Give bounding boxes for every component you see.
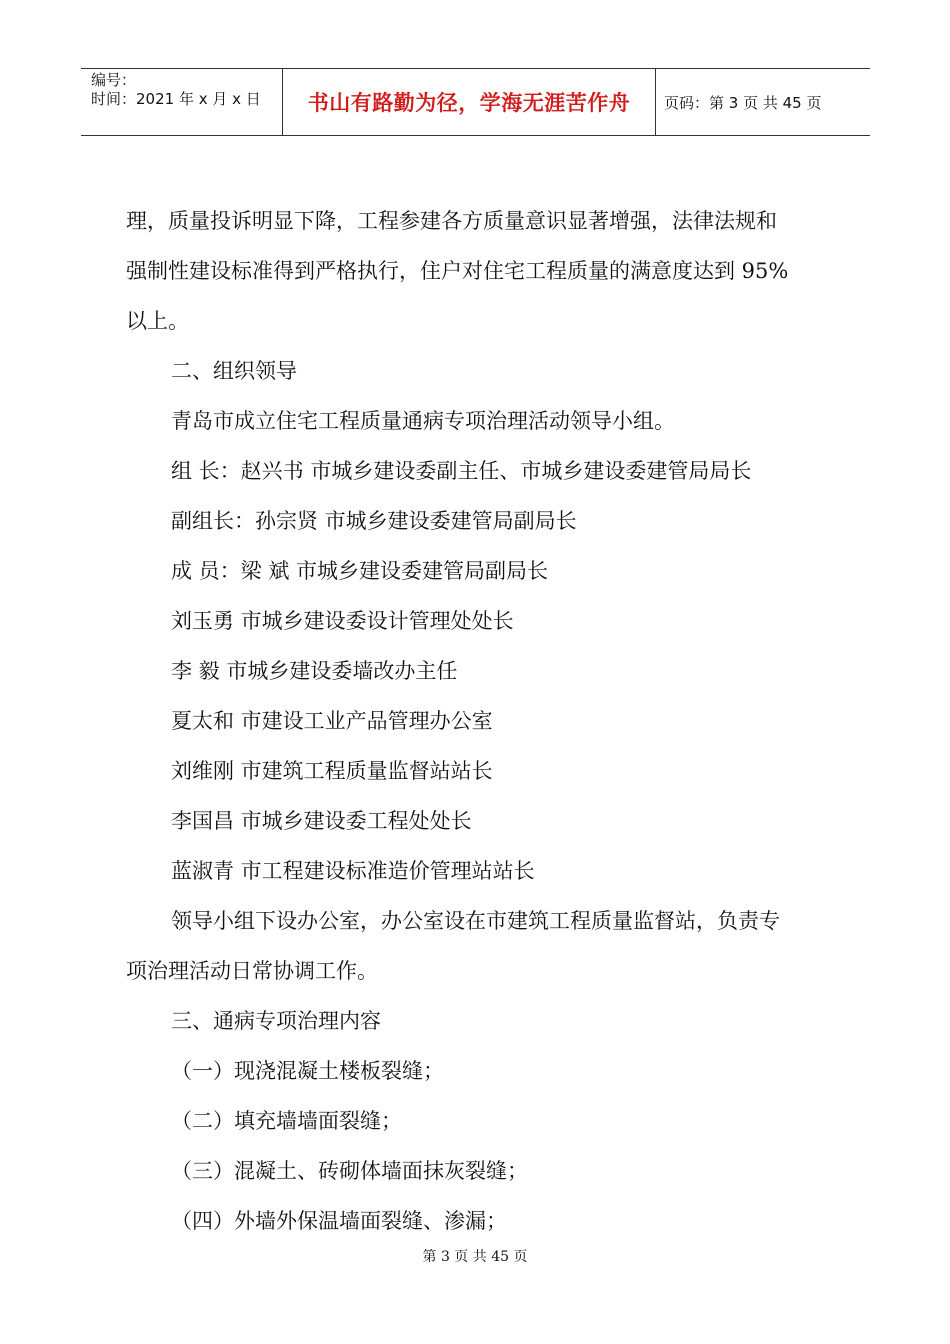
body-paragraph: 三、通病专项治理内容 bbox=[171, 1009, 381, 1033]
body-paragraph: 成 员：梁 斌 市城乡建设委建管局副局长 bbox=[171, 559, 549, 583]
page-footer: 第 3 页 共 45 页 bbox=[422, 1249, 528, 1265]
body-paragraph: 刘维刚 市建筑工程质量监督站站长 bbox=[171, 759, 493, 783]
body-paragraph: 蓝淑青 市工程建设标准造价管理站站长 bbox=[171, 859, 535, 883]
body-paragraph: 李国昌 市城乡建设委工程处处长 bbox=[171, 809, 472, 833]
header-meta bbox=[81, 69, 283, 135]
body-paragraph: （四）外墙外保温墙面裂缝、渗漏； bbox=[171, 1209, 507, 1233]
body-paragraph: 夏太和 市建设工业产品管理办公室 bbox=[171, 709, 493, 733]
document-body bbox=[126, 196, 826, 1246]
header-motto: 书山有路勤为径，学海无涯苦作舟 bbox=[283, 69, 656, 135]
body-paragraph: 李 毅 市城乡建设委墙改办主任 bbox=[171, 659, 458, 683]
body-paragraph: 项治理活动日常协调工作。 bbox=[126, 959, 378, 983]
body-paragraph: （三）混凝土、砖砌体墙面抹灰裂缝； bbox=[171, 1159, 528, 1183]
body-paragraph: 副组长：孙宗贤 市城乡建设委建管局副局长 bbox=[171, 509, 577, 533]
body-paragraph: 理，质量投诉明显下降，工程参建各方质量意识显著增强，法律法规和 bbox=[126, 209, 777, 233]
body-paragraph: （二）填充墙墙面裂缝； bbox=[171, 1109, 402, 1133]
body-paragraph: 二、组织领导 bbox=[171, 359, 297, 383]
body-paragraph: 青岛市成立住宅工程质量通病专项治理活动领导小组。 bbox=[171, 409, 675, 433]
body-paragraph: 组 长：赵兴书 市城乡建设委副主任、市城乡建设委建管局局长 bbox=[171, 459, 752, 483]
body-paragraph: 刘玉勇 市城乡建设委设计管理处处长 bbox=[171, 609, 514, 633]
page-header bbox=[81, 68, 870, 136]
document-number-label: 编号： bbox=[91, 71, 137, 89]
document-date: 时间：2021 年 x 月 x 日 bbox=[91, 90, 261, 108]
header-page-info: 页码：第 3 页 共 45 页 bbox=[664, 93, 822, 112]
body-paragraph: 以上。 bbox=[126, 309, 189, 333]
body-paragraph: 领导小组下设办公室，办公室设在市建筑工程质量监督站，负责专 bbox=[171, 909, 780, 933]
body-paragraph: 强制性建设标准得到严格执行，住户对住宅工程质量的满意度达到 95% bbox=[126, 259, 789, 283]
body-paragraph: （一）现浇混凝土楼板裂缝； bbox=[171, 1059, 444, 1083]
